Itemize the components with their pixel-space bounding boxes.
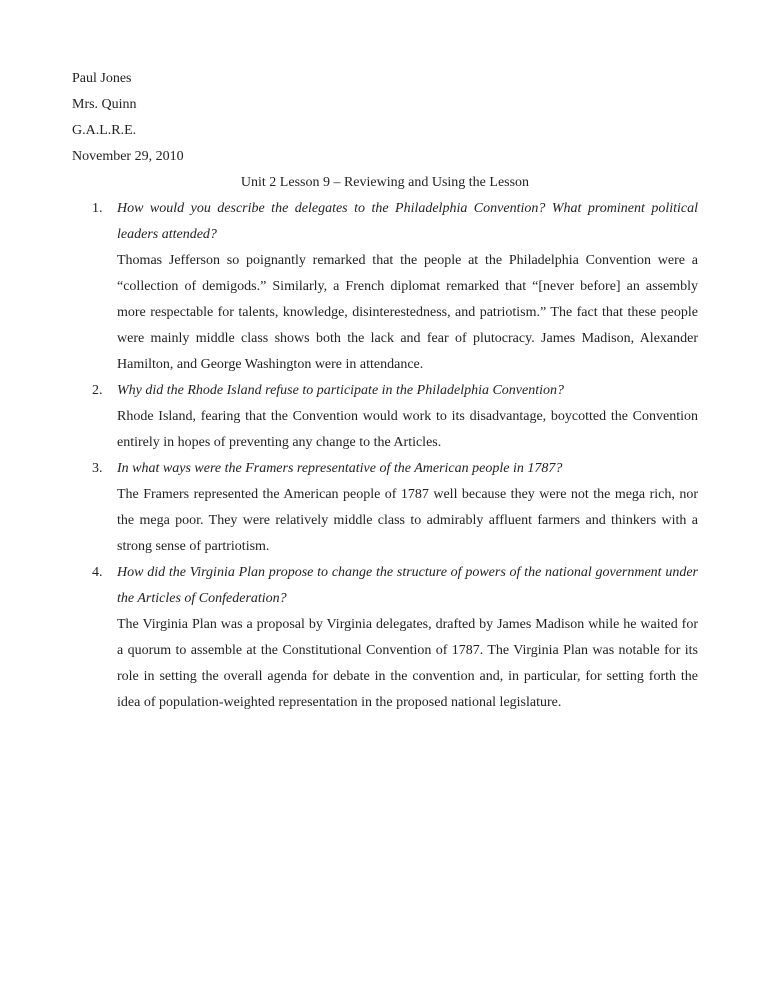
- teacher-name: Mrs. Quinn: [72, 97, 137, 112]
- question-number: 3.: [92, 461, 103, 476]
- document-date: November 29, 2010: [72, 149, 184, 164]
- question-text: How would you describe the delegates to the Philadelphia Convention? What prominent political leaders attended?: [117, 201, 698, 242]
- question-number: 4.: [92, 565, 103, 580]
- question-text: Why did the Rhode Island refuse to participate in the Philadelphia Convention?: [117, 383, 565, 398]
- document-header: [72, 66, 698, 196]
- question-item-2: [72, 378, 698, 456]
- question-item-4: [72, 560, 698, 716]
- question-item-3: [72, 456, 698, 560]
- question-text: In what ways were the Framers representative of the American people in 1787?: [117, 461, 563, 476]
- answer-text: The Virginia Plan was a proposal by Virginia delegates, drafted by James Madison while he waited for a quorum to assemble at the Constitutional Convention of 1787. The Virginia Plan was notable for its role in setting the overall agenda for debate in the convention and, in particular, for setting forth the idea of population-weighted representation in the proposed national legislature.: [117, 617, 698, 710]
- question-text: How did the Virginia Plan propose to change the structure of powers of the national government under the Articles of Confederation?: [117, 565, 698, 606]
- answer-text: Rhode Island, fearing that the Convention would work to its disadvantage, boycotted the Convention entirely in hopes of preventing any change to the Articles.: [117, 409, 698, 450]
- question-item-1: [72, 196, 698, 378]
- answer-text: Thomas Jefferson so poignantly remarked that the people at the Philadelphia Convention were a “collection of demigods.” Similarly, a French diplomat remarked that “[never before] an assembly more respectable for talents, knowledge, disinterestedness, and patriotism.” The fact that these people were mainly middle class shows both the lack and fear of plutocracy. James Madison, Alexander Hamilton, and George Washington were in attendance.: [117, 253, 698, 372]
- question-number: 1.: [92, 201, 103, 216]
- question-number: 2.: [92, 383, 103, 398]
- student-name: Paul Jones: [72, 71, 132, 86]
- question-list: [72, 196, 698, 716]
- answer-text: The Framers represented the American people of 1787 well because they were not the mega rich, nor the mega poor. They were relatively middle class to admirably affluent farmers and thinkers with a strong sense of partriotism.: [117, 487, 698, 554]
- document-title: Unit 2 Lesson 9 – Reviewing and Using the Lesson: [240, 175, 530, 190]
- course-name: G.A.L.R.E.: [72, 123, 137, 138]
